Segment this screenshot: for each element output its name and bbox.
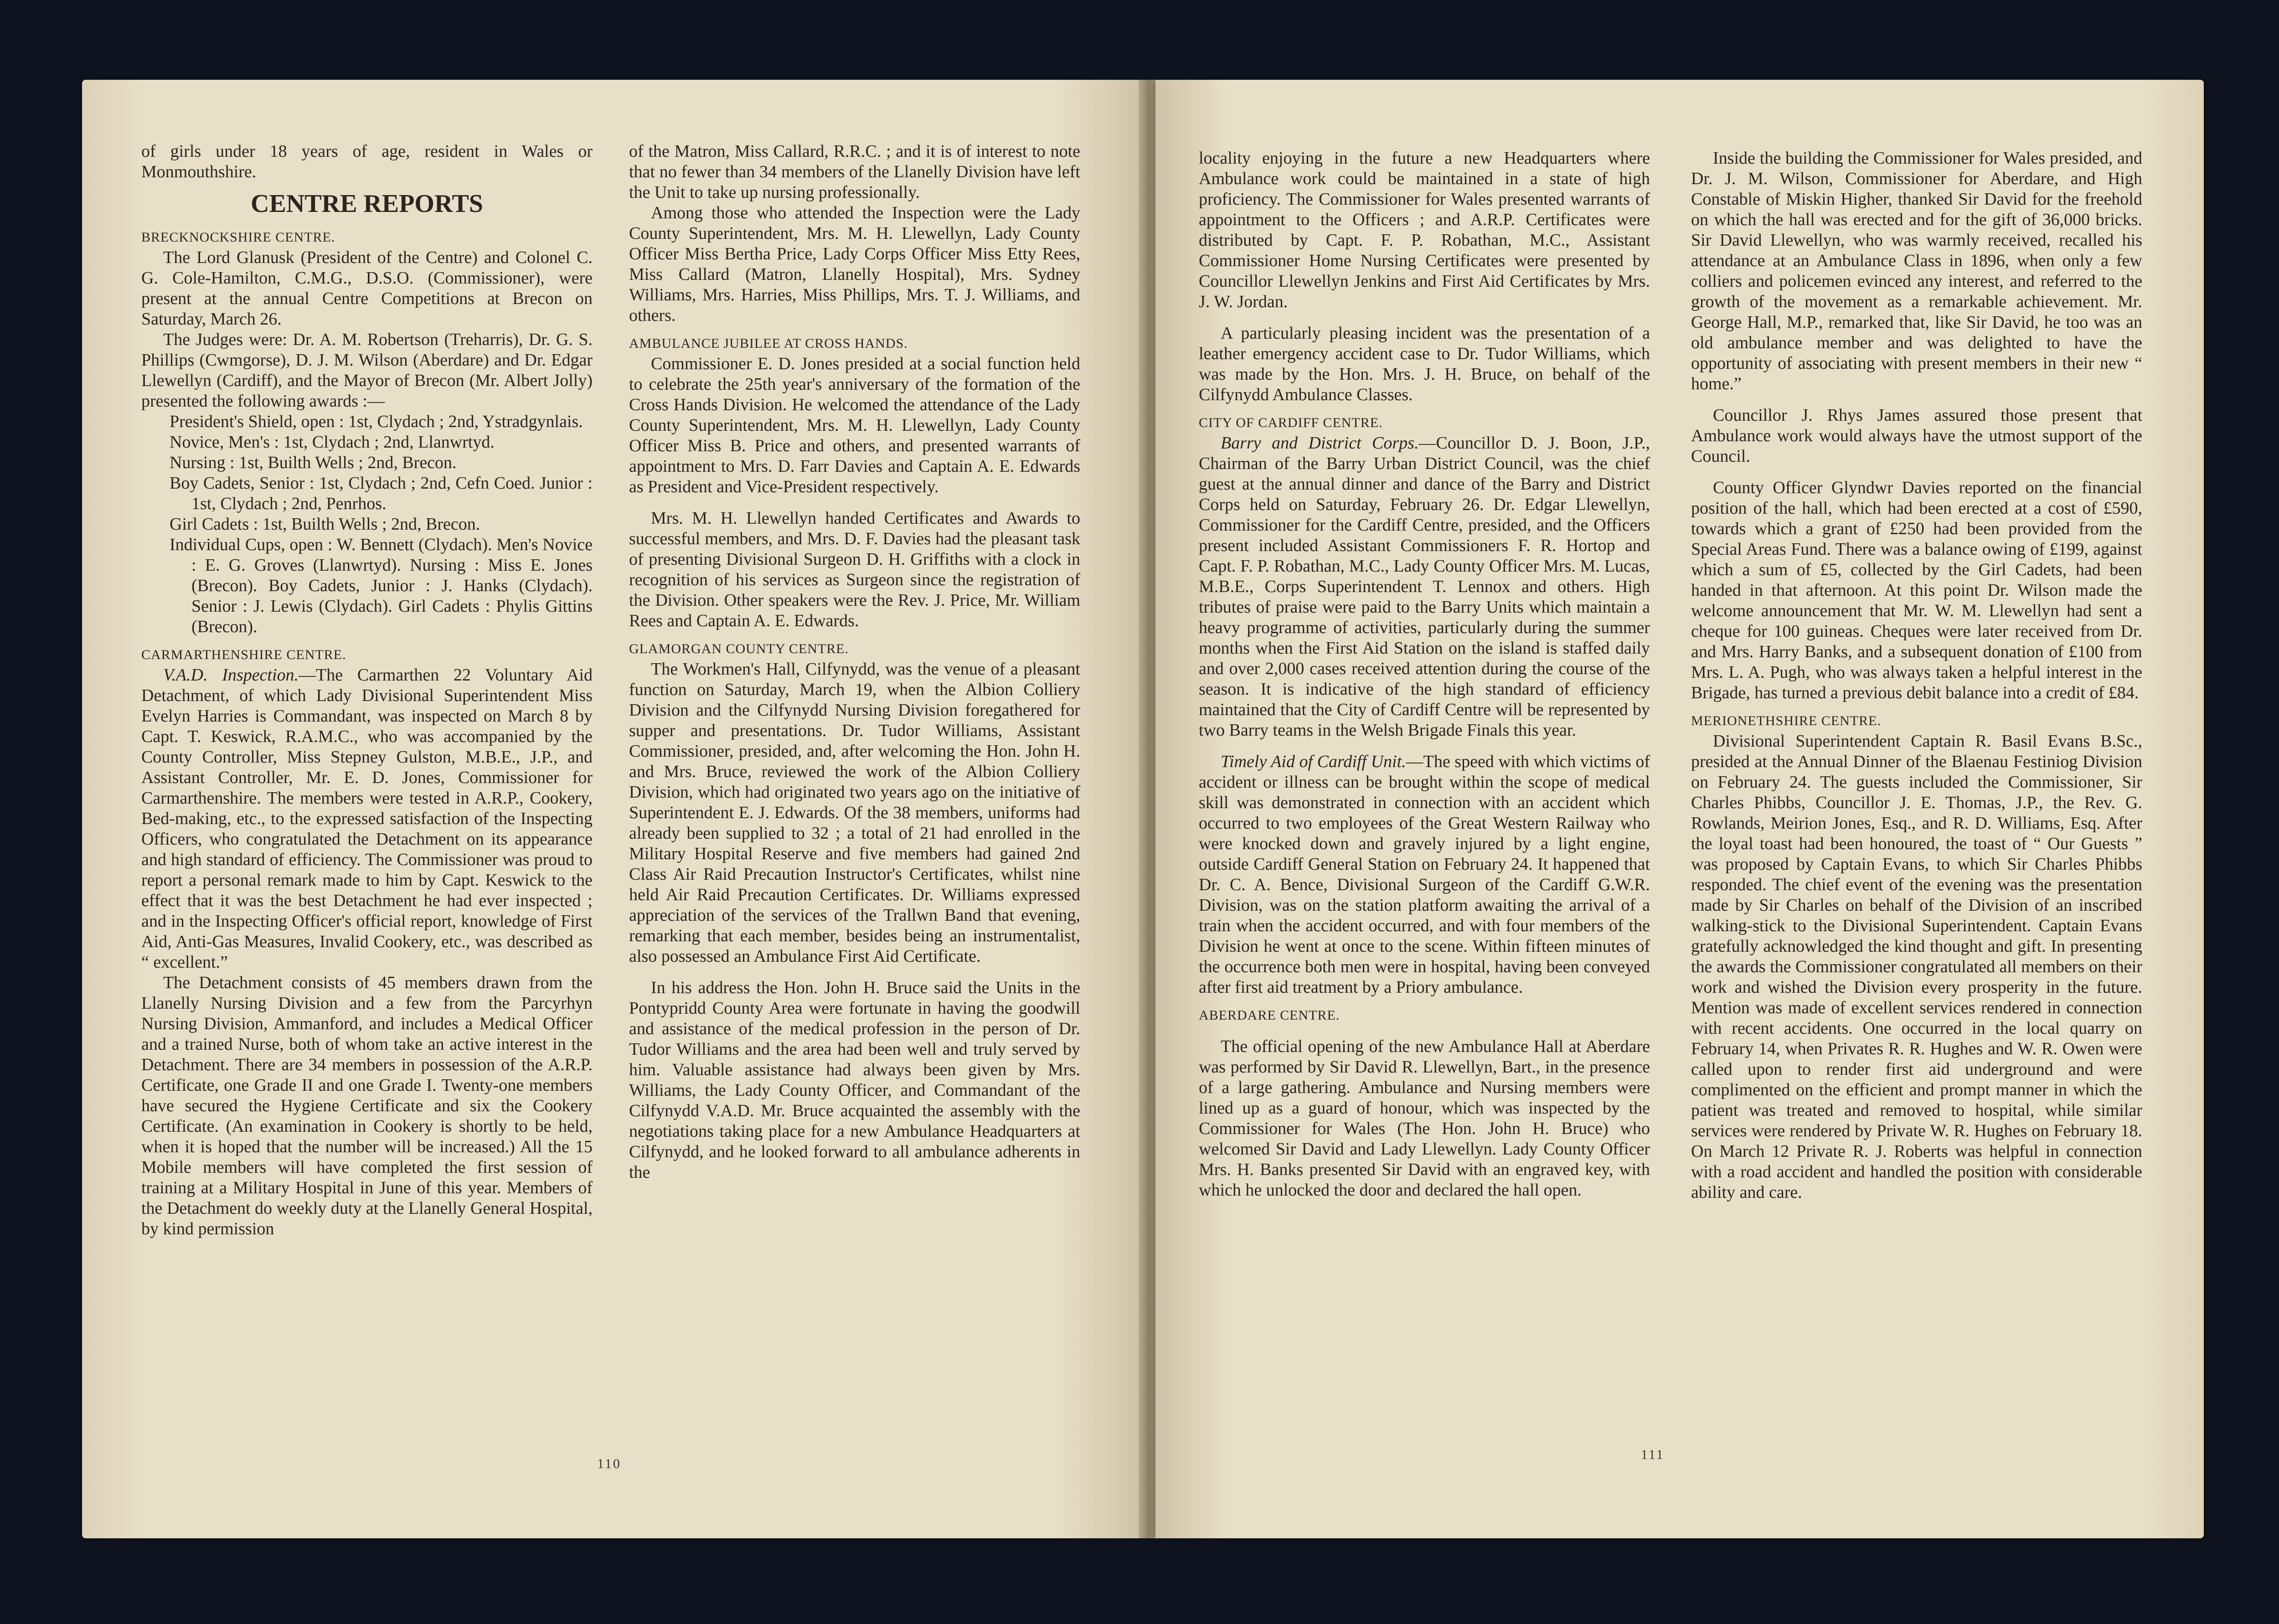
left-column-1 (141, 141, 593, 1239)
paragraph: Inside the building the Commissioner for Wales presided, and Dr. J. M. Wilson, Commissioner for Aberdare, and High Constable of Miskin Higher, thanked Sir David for the freehold on which the hall was erected and for the gift of 36,000 bricks. Sir David Llewellyn, who was warmly received, recalled his attendance at an Ambulance Class in 1896, when only a few colliers and policemen evinced any interest, and referred to the growth of the movement as a remarkable achievement. Mr. George Hall, M.P., remarked that, like Sir David, he too was an old ambulance member and was delighted to have the opportunity of associating with present members in their new “ home.” (1691, 149, 2142, 393)
run-in-title: V.A.D. Inspection. (163, 665, 299, 685)
paragraph: Commissioner E. D. Jones presided at a social function held to celebrate the 25th year's anniversary of the formation of the Cross Hands Division. He welcomed the attendance of the Lady County Superintendent, Mrs. M. H. Llewellyn, Lady County Officer Miss B. Price and others, and presented warrants of appointment to Mrs. D. Farr Davies and Captain A. E. Edwards as President and Vice-President respectively. (629, 354, 1080, 496)
intro-text: of girls under 18 years of age, resident in Wales or Monmouthshire. (141, 142, 593, 181)
paragraph (1199, 433, 1650, 741)
page-number: 110 (597, 1456, 621, 1471)
run-in-title: Timely Aid of Cardiff Unit. (1221, 752, 1406, 771)
paragraph: The Lord Glanusk (President of the Centre) and Colonel C. G. Cole-Hamilton, C.M.G., D.S.O. (Commissioner), were present at the annual Centre Competitions at Brecon on Saturday, March 26. (141, 248, 593, 329)
run-in-title: Barry and District Corps. (1221, 433, 1419, 453)
paragraph: Mrs. M. H. Llewellyn handed Certificates and Awards to successful members, and Mrs. D. F. Davies had the pleasant task of presenting Divisional Surgeon D. H. Griffiths with a clock in recognition of his services as Surgeon since the registration of the Division. Other speakers were the Rev. J. Price, Mr. William Rees and Captain A. E. Edwards. (629, 509, 1080, 630)
paragraph (1199, 752, 1650, 998)
paragraph: A particularly pleasing incident was the presentation of a leather emergency accident case to Dr. Tudor Williams, which was made by the Hon. Mrs. J. H. Bruce, on behalf of the Cilfynydd Ambulance Classes. (1199, 324, 1650, 404)
paragraph: The Judges were: Dr. A. M. Robertson (Treharris), Dr. G. S. Phillips (Cwmgorse), D. J. M. Wilson (Aberdare) and Dr. Edgar Llewellyn (Cardiff), and the Mayor of Brecon (Mr. Albert Jolly) presented the following awards :— (141, 330, 593, 411)
paragraph: In his address the Hon. John H. Bruce said the Units in the Pontypridd County Area were fortunate in having the goodwill and assistance of the medical profession in the person of Dr. Tudor Williams and the area had been well and truly served by him. Valuable assistance had always been given by Mrs. Williams, the Lady County Officer, and Commandant of the Cilfynydd V.A.D. Mr. Bruce acquainted the assembly with the negotiations taking place for a new Ambulance Headquarters at Cilfynydd, and he looked forward to all ambulance adherents in the (629, 978, 1080, 1182)
magazine-spread (82, 80, 2206, 1538)
subhead-jubilee: AMBULANCE JUBILEE AT CROSS HANDS. (629, 336, 908, 351)
subhead-glamorgan: GLAMORGAN COUNTY CENTRE. (629, 641, 849, 656)
right-column-1 (1199, 148, 1650, 1201)
left-page (82, 80, 1142, 1538)
paragraph: locality enjoying in the future a new Headquarters where Ambulance work could be maintained in a state of high proficiency. The Commissioner for Wales presented warrants of appointment to the Officers ; and A.R.P. Certificates were distributed by Capt. F. P. Robathan, M.C., Assistant Commissioner Home Nursing Certificates were presented by Councillor Llewellyn Jenkins and First Aid Certificates by Mrs. J. W. Jordan. (1199, 149, 1650, 311)
paragraph: The official opening of the new Ambulance Hall at Aberdare was performed by Sir David R. Llewellyn, Bart., in the presence of a large gathering. Ambulance and Nursing members were lined up as a guard of honour, which was inspected by the Commissioner for Wales (The Hon. John H. Bruce) who welcomed Sir David and Lady Llewellyn. Lady County Officer Mrs. H. Banks presented Sir David with an engraved key, with which he unlocked the door and declared the hall open. (1199, 1037, 1650, 1200)
paragraph-text: —Councillor D. J. Boon, J.P., Chairman of the Barry Urban District Council, was the chief guest at the annual dinner and dance of the Barry and District Corps held on Saturday, February 26. Dr. Edgar Llewellyn, Commissioner for the Cardiff Centre, presided, and the Officers present included Assistant Commissioners F. R. Hortop and Capt. F. P. Robathan, M.C., Lady County Officer Mrs. M. Lucas, M.B.E., Corps Superintendent T. Lennox and others. High tributes of praise were paid to the Barry Units which maintain a heavy programme of activities, particularly during the summer months when the First Aid Station on the island is staffed daily and over 2,000 cases received attention during the course of the season. It is indicative of the high standard of efficiency maintained that the City of Cardiff Centre will be represented by two Barry teams in the Welsh Brigade Finals this year. (1199, 433, 1650, 740)
section-heading: CENTRE REPORTS (251, 190, 483, 218)
award-item: Girl Cadets : 1st, Builth Wells ; 2nd, Brecon. (170, 515, 480, 534)
subhead-carmarthenshire: CARMARTHENSHIRE CENTRE. (141, 647, 346, 662)
paragraph-text: —The Carmarthen 22 Voluntary Aid Detachment, of which Lady Divisional Superintendent Miss Evelyn Harries is Commandant, was inspected on March 8 by Capt. T. Keswick, R.A.M.C., who was accompanied by the County Controller, Miss Stepney Gulston, M.B.E., J.P., and Assistant Controller, Mr. E. D. Jones, Commissioner for Carmarthenshire. The members were tested in A.R.P., Cookery, Bed-making, etc., to the expressed satisfaction of the Inspecting Officers, who congratulated the Detachment on its appearance and high standard of efficiency. The Commissioner was proud to report a personal remark made to him by Capt. Keswick to the effect that it was the best Detachment he had ever inspected ; and in the Inspecting Officer's official report, knowledge of First Aid, Anti-Gas Measures, Invalid Cookery, etc., was described as “ excellent.” (141, 665, 593, 972)
subhead-brecknockshire: BRECKNOCKSHIRE CENTRE. (141, 230, 335, 245)
paragraph: Among those who attended the Inspection were the Lady County Superintendent, Mrs. M. H. Llewellyn, Lady County Officer Miss Bertha Price, Lady Corps Officer Miss Etty Rees, Miss Callard (Matron, Llanelly Hospital), Mrs. Sydney Williams, Mrs. Harries, Miss Phillips, Mrs. T. J. Williams, and others. (629, 203, 1080, 325)
left-column-2 (629, 141, 1080, 1183)
subhead-merionethshire: MERIONETHSHIRE CENTRE. (1691, 713, 1881, 728)
page-number: 111 (1641, 1447, 1665, 1462)
right-column-2 (1691, 148, 2142, 1203)
paragraph: The Workmen's Hall, Cilfynydd, was the venue of a pleasant function on Saturday, March 19, when the Albion Colliery Division and the Cilfynydd Nursing Division foregathered for supper and presentations. Dr. Tudor Williams, Assistant Commissioner, presided, and, after welcoming the Hon. John H. and Mrs. Bruce, reviewed the work of the Albion Colliery Division, which had originated two years ago on the initiative of Superintendent E. J. Edwards. Of the 38 members, uniforms had already been supplied to 32 ; a total of 21 had enrolled in the Military Hospital Reserve and five members had gained 2nd Class Air Raid Precaution Instructor's Certificates, whilst nine held Air Raid Precaution Certificates. Dr. Williams expressed appreciation of the services of the Trallwn Band that evening, remarking that each member, besides being an instrumentalist, also possessed an Ambulance First Aid Certificate. (629, 660, 1080, 966)
award-item: Individual Cups, open : W. Bennett (Clydach). Men's Novice : E. G. Groves (Llanwrtyd). Nursing : Miss E. Jones (Brecon). Boy Cadets, Junior : J. Hanks (Clydach). Senior : J. Lewis (Clydach). Girl Cadets : Phylis Gittins (Brecon). (170, 535, 593, 636)
award-item: Nursing : 1st, Builth Wells ; 2nd, Brecon. (170, 453, 457, 472)
paragraph: of the Matron, Miss Callard, R.R.C. ; and it is of interest to note that no fewer than 34 members of the Llanelly Division have left the Unit to take up nursing professionally. (629, 142, 1080, 202)
award-item: Boy Cadets, Senior : 1st, Clydach ; 2nd, Cefn Coed. Junior : 1st, Clydach ; 2nd, Penrhos. (170, 474, 593, 513)
paragraph-text: —The speed with which victims of accident or illness can be brought within the scope of medical skill was demonstrated in connection with an accident which occurred to two employees of the Great Western Railway who were knocked down and gravely injured by a light engine, outside Cardiff General Station on February 24. It happened that Dr. C. A. Bence, Divisional Surgeon of the Cardiff G.W.R. Division, was on the station platform awaiting the arrival of a train when the accident occurred, and with four members of the Division he went at once to the scene. Within fifteen minutes of the occurrence both men were in hospital, having been conveyed after first aid treatment by a Priory ambulance. (1199, 752, 1650, 997)
paragraph: Divisional Superintendent Captain R. Basil Evans B.Sc., presided at the Annual Dinner of the Blaenau Festiniog Division on February 24. The guests included the Commissioner, Sir Charles Phibbs, Councillor J. E. Thomas, J.P., the Rev. G. Rowlands, Meirion Jones, Esq., and R. D. Williams, Esq. After the loyal toast had been honoured, the toast of “ Our Guests ” was proposed by Captain Evans, to which Sir Charles Phibbs responded. The chief event of the evening was the presentation made by Sir Charles on behalf of the Division of an inscribed walking-stick to the Divisional Superintendent. Captain Evans gratefully acknowledged the kind thought and gift. In presenting the awards the Commissioner congratulated all members on their work and wished the Division every prosperity in the future. Mention was made of excellent services rendered in connection with recent accidents. One occurred in the local quarry on February 14, when Privates R. R. Hughes and W. R. Owen were called upon to render first aid underground and were complimented on the efficient and prompt manner in which the patient was treated and removed to hospital, while similar services were rendered by Private W. R. Hughes on February 18. On March 12 Private R. J. Roberts was helpful in connection with a road accident and handled the position with considerable ability and care. (1691, 732, 2142, 1202)
paragraph: The Detachment consists of 45 members drawn from the Llanelly Nursing Division and a few from the Parcyrhyn Nursing Division, Ammanford, and includes a Medical Officer and a trained Nurse, both of whom take an active interest in the Detachment. There are 34 members in possession of the A.R.P. Certificate, one Grade II and one Grade I. Twenty-one members have secured the Hygiene Certificate and six the Cookery Certificate. (An examination in Cookery is shortly to be held, when it is hoped that the number will be increased.) All the 15 Mobile members will have completed the first session of training at a Military Hospital in June of this year. Members of the Detachment do weekly duty at the Llanelly General Hospital, by kind permission (141, 973, 593, 1238)
paragraph (141, 665, 593, 973)
subhead-cardiff: CITY OF CARDIFF CENTRE. (1199, 415, 1383, 430)
paragraph: Councillor J. Rhys James assured those present that Ambulance work would always have the utmost support of the Council. (1691, 406, 2142, 466)
right-page (1155, 80, 2204, 1538)
subhead-aberdare: ABERDARE CENTRE. (1199, 1008, 1340, 1023)
paragraph: County Officer Glyndwr Davies reported on the financial position of the hall, which had been erected at a cost of £590, towards which a grant of £250 had been provided from the Special Areas Fund. There was a balance owing of £199, against which a sum of £5, collected by the Girl Cadets, had been handed in that afternoon. At this point Dr. Wilson made the welcome announcement that Mr. W. M. Llewellyn had sent a cheque for 100 guineas. Cheques were later received from Dr. and Mrs. Harry Banks, and a subsequent donation of £100 from Mrs. L. A. Pugh, who was always taken a helpful interest in the Brigade, has turned a previous debit balance into a credit of £84. (1691, 478, 2142, 702)
award-item: Novice, Men's : 1st, Clydach ; 2nd, Llanwrtyd. (170, 433, 495, 452)
award-item: President's Shield, open : 1st, Clydach ; 2nd, Ystradgynlais. (170, 412, 583, 431)
